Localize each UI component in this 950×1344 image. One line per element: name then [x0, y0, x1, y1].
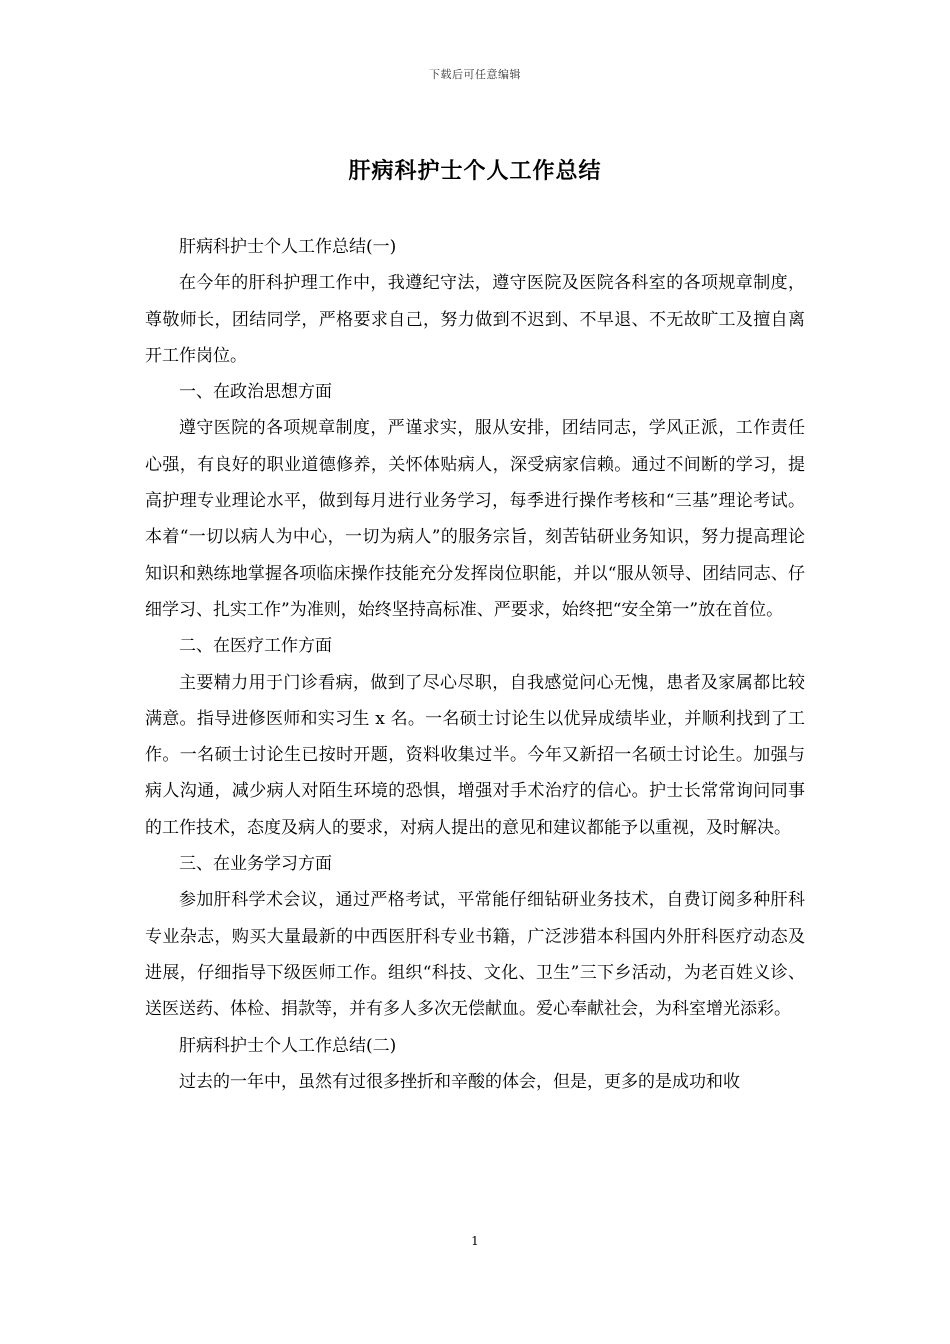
- paragraph-intro: 在今年的肝科护理工作中，我遵纪守法，遵守医院及医院各科室的各项规章制度，尊敬师长，团结同学，严格要求自己，努力做到不迟到、不早退、不无故旷工及擅自离开工作岗位。: [145, 273, 805, 366]
- section-heading-study: 三、在业务学习方面: [179, 854, 332, 875]
- section-heading-political: 一、在政治思想方面: [179, 382, 332, 403]
- document-title: 肝病科护士个人工作总结: [348, 158, 602, 184]
- page-header-note: 下载后可任意编辑: [429, 68, 521, 81]
- paragraph-study: 参加肝科学术会议，通过严格考试，平常能仔细钻研业务技术，自费订阅多种肝科专业杂志，购买大量最新的中西医肝科专业书籍，广泛涉猎本科国内外肝科医疗动态及进展，仔细指导下级医师工作。组织“科技、文化、卫生”三下乡活动，为老百姓义诊、送医送药、体检、捐款等，并有多人多次无偿献血。爱心奉献社会，为科室增光添彩。: [145, 890, 805, 1020]
- paragraph-political: 遵守医院的各项规章制度，严谨求实，服从安排，团结同志，学风正派，工作责任心强，有良好的职业道德修养，关怀体贴病人，深受病家信赖。通过不间断的学习，提高护理专业理论水平，做到每月进行业务学习，每季进行操作考核和“三基”理论考试。本着“一切以病人为中心，一切为病人”的服务宗旨，刻苦钻研业务知识，努力提高理论知识和熟练地掌握各项临床操作技能充分发挥岗位职能，并以“服从领导、团结同志、仔细学习、扎实工作”为准则，始终坚持高标准、严要求，始终把“安全第一”放在首位。: [145, 418, 805, 620]
- paragraph-part-two-intro: 过去的一年中，虽然有过很多挫折和辛酸的体会，但是，更多的是成功和收: [179, 1071, 740, 1092]
- document-body: [145, 229, 805, 1100]
- paragraph-medical: 主要精力用于门诊看病，做到了尽心尽职，自我感觉问心无愧，患者及家属都比较满意。指导进修医师和实习生 x 名。一名硕士讨论生以优异成绩毕业，并顺利找到了工作。一名硕士讨论生已按时开题，资料收集过半。今年又新招一名硕士讨论生。加强与病人沟通，减少病人对陌生环境的恐惧，增强对手术治疗的信心。护士长常常询问同事的工作技术，态度及病人的要求，对病人提出的意见和建议都能予以重视，及时解决。: [145, 672, 805, 838]
- section-heading-medical: 二、在医疗工作方面: [179, 636, 332, 657]
- section-heading-part-two: 肝病科护士个人工作总结(二): [179, 1035, 397, 1056]
- page-number: 1: [471, 1234, 479, 1248]
- section-heading-part-one: 肝病科护士个人工作总结(一): [179, 237, 397, 257]
